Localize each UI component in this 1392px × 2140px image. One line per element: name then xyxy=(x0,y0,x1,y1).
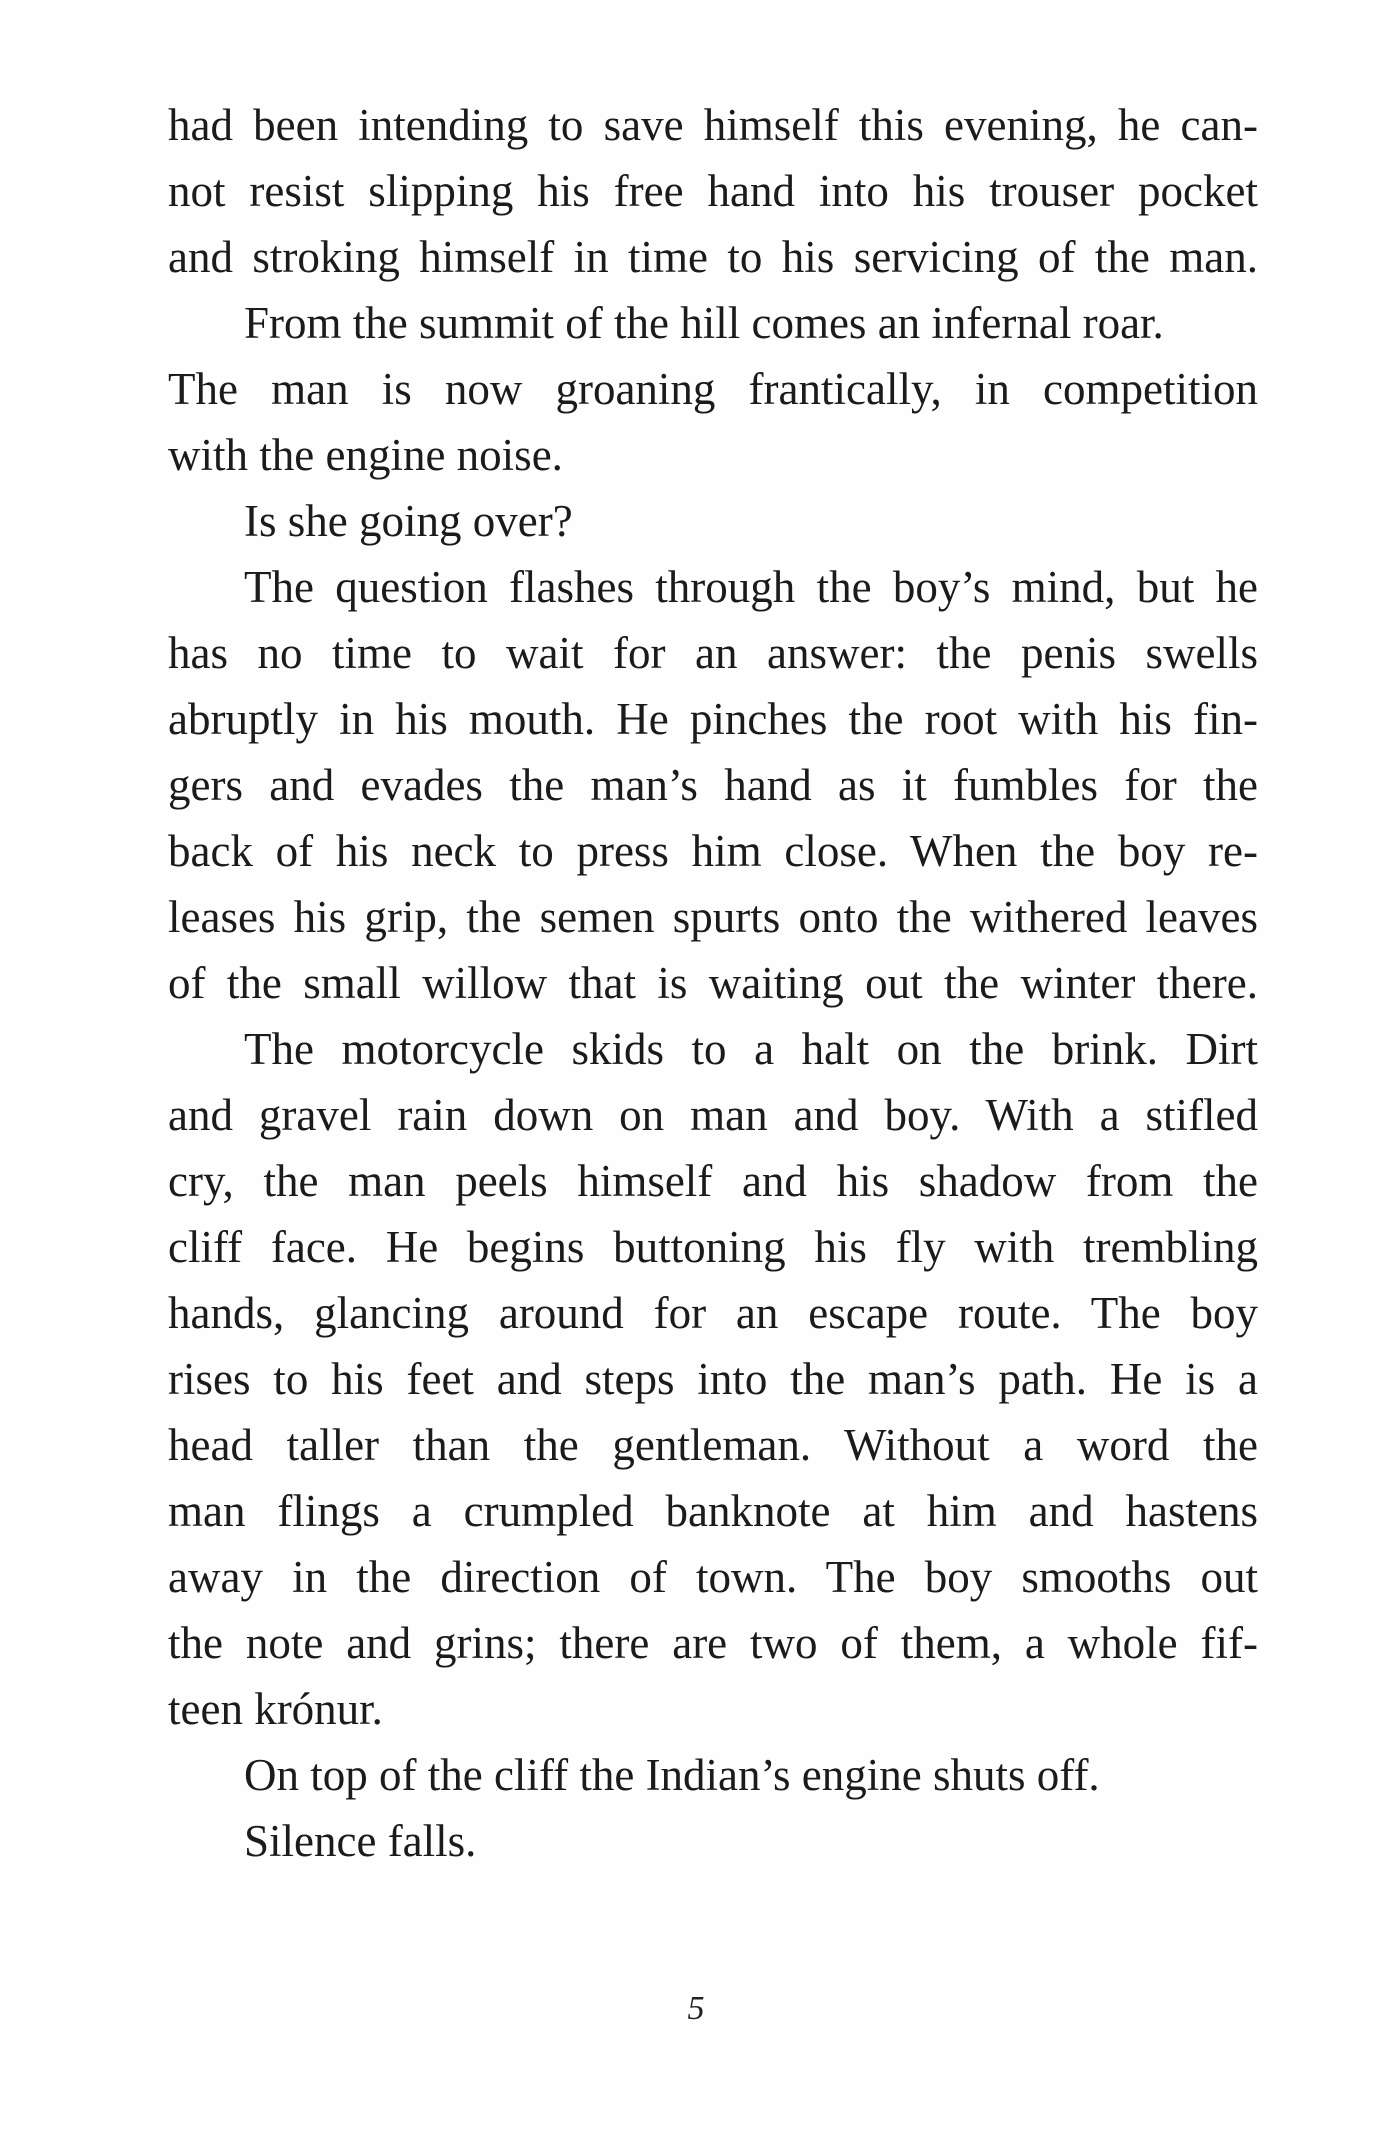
text-line: From the summit of the hill comes an infernal roar. xyxy=(244,298,1164,348)
text-line: On top of the cliff the Indian’s engine shuts off. xyxy=(244,1750,1100,1800)
text-line: leases his grip, the semen spurts onto the withered leaves xyxy=(168,892,1258,942)
text-line: with the engine noise. xyxy=(168,430,563,480)
text-line: not resist slipping his free hand into his trouser pocket xyxy=(168,166,1258,216)
text-line: and stroking himself in time to his servicing of the man. xyxy=(168,232,1258,282)
text-line: and gravel rain down on man and boy. With a stifled xyxy=(168,1090,1258,1140)
text-line: the note and grins; there are two of them, a whole fif- xyxy=(168,1618,1258,1668)
text-line: had been intending to save himself this evening, he can- xyxy=(168,100,1258,150)
text-line: away in the direction of town. The boy smooths out xyxy=(168,1552,1258,1602)
text-line: head taller than the gentleman. Without a word the xyxy=(168,1420,1258,1470)
text-line: Is she going over? xyxy=(244,496,573,546)
text-line: gers and evades the man’s hand as it fumbles for the xyxy=(168,760,1258,810)
page-number: 5 xyxy=(687,1990,705,2027)
text-line: cliff face. He begins buttoning his fly with trembling xyxy=(168,1222,1258,1272)
text-line: has no time to wait for an answer: the penis swells xyxy=(168,628,1258,678)
text-line: rises to his feet and steps into the man’s path. He is a xyxy=(168,1354,1258,1404)
text-line: The motorcycle skids to a halt on the brink. Dirt xyxy=(244,1024,1258,1074)
text-line: of the small willow that is waiting out the winter there. xyxy=(168,958,1258,1008)
text-line: The question flashes through the boy’s mind, but he xyxy=(244,562,1258,612)
text-line: back of his neck to press him close. When the boy re- xyxy=(168,826,1258,876)
text-line: abruptly in his mouth. He pinches the root with his fin- xyxy=(168,694,1258,744)
text-line: cry, the man peels himself and his shadow from the xyxy=(168,1156,1258,1206)
text-line: man flings a crumpled banknote at him and hastens xyxy=(168,1486,1258,1536)
text-line: teen krónur. xyxy=(168,1684,383,1734)
text-line: Silence falls. xyxy=(244,1816,477,1866)
text-line: The man is now groaning frantically, in competition xyxy=(168,364,1258,414)
text-line: hands, glancing around for an escape route. The boy xyxy=(168,1288,1258,1338)
